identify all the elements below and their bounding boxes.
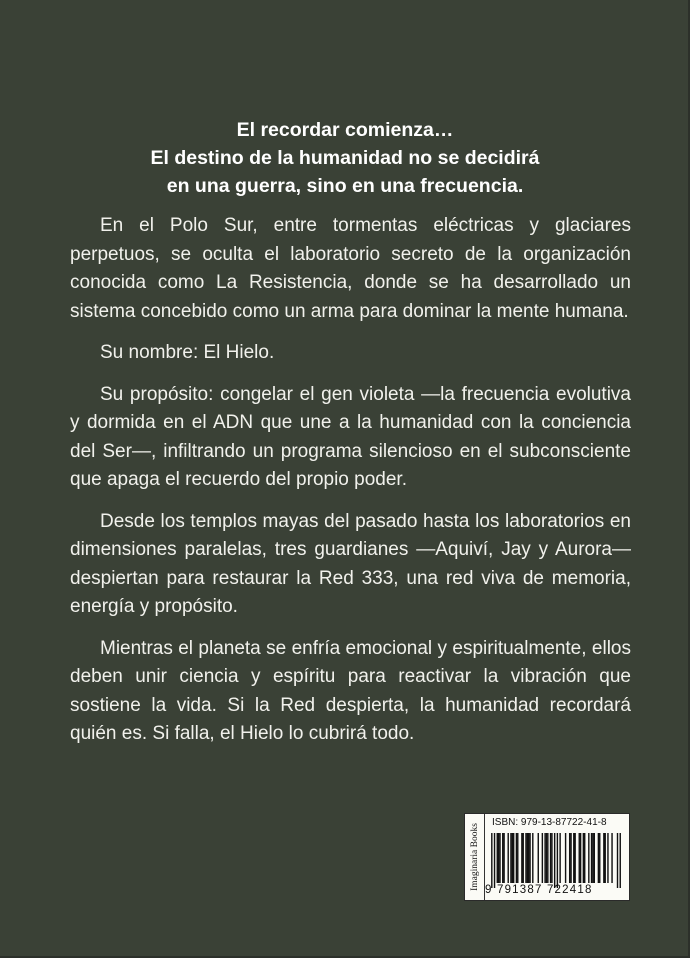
isbn-label: ISBN: 979-13-87722-41-8: [492, 817, 607, 828]
barcode-bar: [529, 833, 530, 883]
barcode-bar: [584, 833, 585, 883]
barcode-bar: [517, 833, 518, 883]
barcode-bar: [583, 833, 584, 883]
isbn-barcode-box: [464, 813, 630, 901]
barcode-bar: [523, 833, 524, 883]
barcode-bar: [527, 833, 528, 883]
barcode-bar: [528, 833, 529, 883]
barcode-bar: [532, 833, 533, 883]
barcode-bar: [497, 833, 498, 883]
barcode-bar: [592, 833, 593, 883]
barcode-bar: [580, 833, 581, 883]
barcode-bar: [542, 833, 543, 883]
barcode-bar: [599, 833, 600, 883]
barcode-bar: [551, 833, 552, 883]
barcode-bar: [569, 833, 570, 883]
ean-digits: 9 791387 722418: [485, 884, 593, 896]
synopsis-paragraph-2: Su nombre: El Hielo.: [100, 342, 275, 363]
barcode-bar: [607, 833, 608, 883]
barcode-bar: [525, 833, 526, 883]
tagline-line-1: El recordar comienza…: [236, 119, 454, 141]
barcode-bar: [503, 833, 504, 883]
barcode-bar: [573, 833, 574, 883]
barcode-bar: [557, 833, 558, 888]
tagline: [70, 116, 620, 200]
barcode-bar: [510, 833, 511, 883]
barcode-bar: [491, 833, 492, 888]
barcode-bar: [570, 833, 571, 883]
barcode-bar: [588, 833, 589, 883]
barcode-bar: [554, 833, 555, 888]
barcode-bar: [550, 833, 551, 883]
barcode-bar: [513, 833, 514, 883]
tagline-line-2: El destino de la humanidad no se decidirá: [150, 147, 540, 169]
synopsis-paragraph-3: Su propósito: congelar el gen violeta —la frecuencia evolutiva y dormida en el ADN que une a la humanidad con la conciencia del Ser—, infiltrando un programa silencioso en el subconsciente que apaga el recuerdo del propio poder.: [70, 383, 631, 490]
barcode-bar: [498, 833, 499, 883]
barcode-bar: [620, 833, 621, 888]
barcode-bar: [594, 833, 595, 883]
barcode-bar: [546, 833, 547, 883]
publisher-label-box: [466, 814, 485, 900]
barcode-bar: [538, 833, 539, 883]
tagline-line-3: en una guerra, sino en una frecuencia.: [166, 175, 524, 197]
barcode-bar: [494, 833, 495, 888]
barcode-bar: [565, 833, 566, 883]
barcode-bar: [574, 833, 575, 883]
barcode-bar: [605, 833, 606, 883]
barcode-bar: [598, 833, 599, 883]
barcode-bar: [617, 833, 618, 888]
barcode-bar: [579, 833, 580, 883]
synopsis: [70, 212, 631, 762]
barcode-bar: [521, 833, 522, 883]
barcode-bar: [611, 833, 612, 883]
barcode-bar: [516, 833, 517, 883]
synopsis-paragraph-1: En el Polo Sur, entre tormentas eléctricas y glaciares perpetuos, se oculta el laboratorio secreto de la organización conocida como La Resistencia, donde se ha desarrollado un sistema concebido como un arma para dominar la mente humana.: [70, 215, 631, 322]
barcode-bar: [547, 833, 548, 883]
synopsis-paragraph-5: Mientras el planeta se enfría emocional y espiritualmente, ellos deben unir ciencia y espíritu para reactivar la vibración que sostiene la vida. Si la Red despierta, la humanidad recordará quién es. Si falla, el Hielo lo cubrirá todo.: [70, 637, 631, 744]
synopsis-paragraph-4: Desde los templos mayas del pasado hasta los laboratorios en dimensiones paralelas, tres guardianes —Aquiví, Jay y Aurora— despiertan para restaurar la Red 333, una red viva de memoria, energía y propósito.: [70, 510, 631, 617]
barcode-bar: [512, 833, 513, 883]
publisher-name: Imaginaria Books: [470, 823, 480, 891]
barcode-bar: [603, 833, 604, 883]
barcode-bar: [559, 833, 560, 883]
barcode-bars: [487, 833, 625, 888]
barcode-bar: [544, 833, 545, 883]
barcode-bar: [508, 833, 509, 883]
barcode-bar: [499, 833, 500, 883]
barcode-bar: [502, 833, 503, 883]
barcode-bar: [591, 833, 592, 883]
